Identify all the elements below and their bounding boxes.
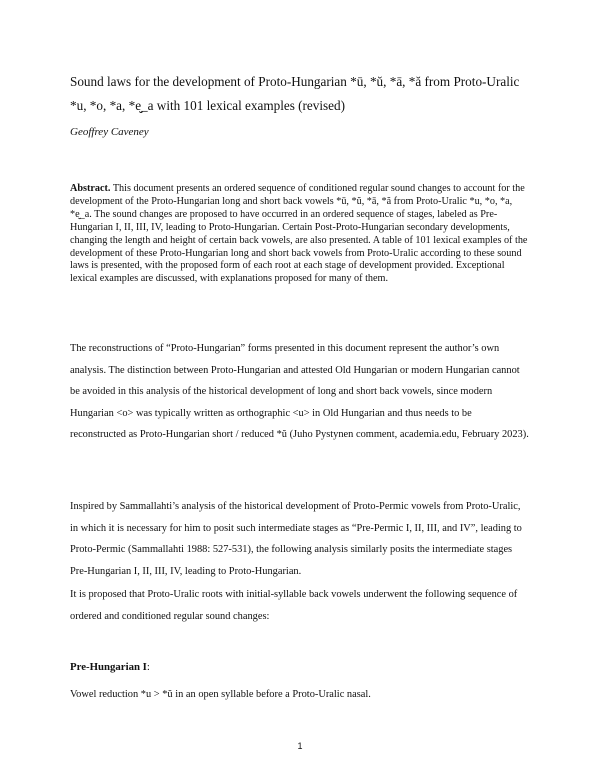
section-text: Vowel reduction *u > *ŭ in an open syllable before a Proto-Uralic nasal. — [70, 689, 371, 700]
abstract-text: This document presents an ordered sequence of conditioned regular sound changes to account for the development of the Proto-Hungarian long and short back vowels *ū, *ŭ, *ā, *ă from Proto-Uralic *u, *o, *a, *e̮_a. The sound changes are proposed to have occurred in an ordered sequence of stages, labeled as Pre-Hungarian I, II, III, IV, leading to Proto-Hungarian. Certain Post-Proto-Hungarian secondary developments, changing the length and height of certain back vowels, are also presented. A table of 101 lexical examples of the development of these Proto-Hungarian long and short back vowels from Proto-Uralic according to these sound laws is presented, with the proposed form of each root at each stage of development provided. Exceptional lexical examples are discussed, with explanations proposed for many of them. — [70, 183, 528, 285]
abstract — [70, 183, 530, 286]
section-heading-colon: : — [146, 661, 150, 673]
paragraph-sammallahti: Inspired by Sammallahti’s analysis of the historical development of Proto-Permic vowels from Proto-Uralic, in which it is necessary for him to posit such intermediate stages as “Pre-Permic I, II, III, and IV”, leading to Proto-Permic (Sammallahti 1988: 527-531), the following analysis similarly posits the intermediate stages Pre-Hungarian I, II, III, IV, leading to Proto-Hungarian. — [70, 501, 522, 577]
document-title: Sound laws for the development of Proto-Hungarian *ū, *ŭ, *ā, *ă from Proto-Uralic *u, *o, *a, *e̮_a with 101 lexical examples (revised) — [70, 74, 520, 113]
section-heading — [70, 661, 150, 673]
paragraph-reconstructions: The reconstructions of “Proto-Hungarian” forms presented in this document represent the author’s own analysis. The distinction between Proto-Hungarian and attested Old Hungarian or modern Hungarian cannot be avoided in this analysis of the historical development of long and short back vowels, since modern Hungarian <o> was typically written as orthographic <u> in Old Hungarian and thus needs to be reconstructed as Proto-Hungarian short / reduced *ŭ (Juho Pystynen comment, academia.edu, February 2023). — [70, 343, 529, 441]
page-number: 1 — [297, 741, 303, 751]
section-heading-text: Pre-Hungarian I — [70, 661, 147, 673]
paragraph-proposal: It is proposed that Proto-Uralic roots with initial-syllable back vowels underwent the following sequence of ordered and conditioned regular sound changes: — [70, 589, 518, 622]
abstract-label: Abstract. — [70, 183, 111, 194]
author-name: Geoffrey Caveney — [70, 126, 149, 138]
